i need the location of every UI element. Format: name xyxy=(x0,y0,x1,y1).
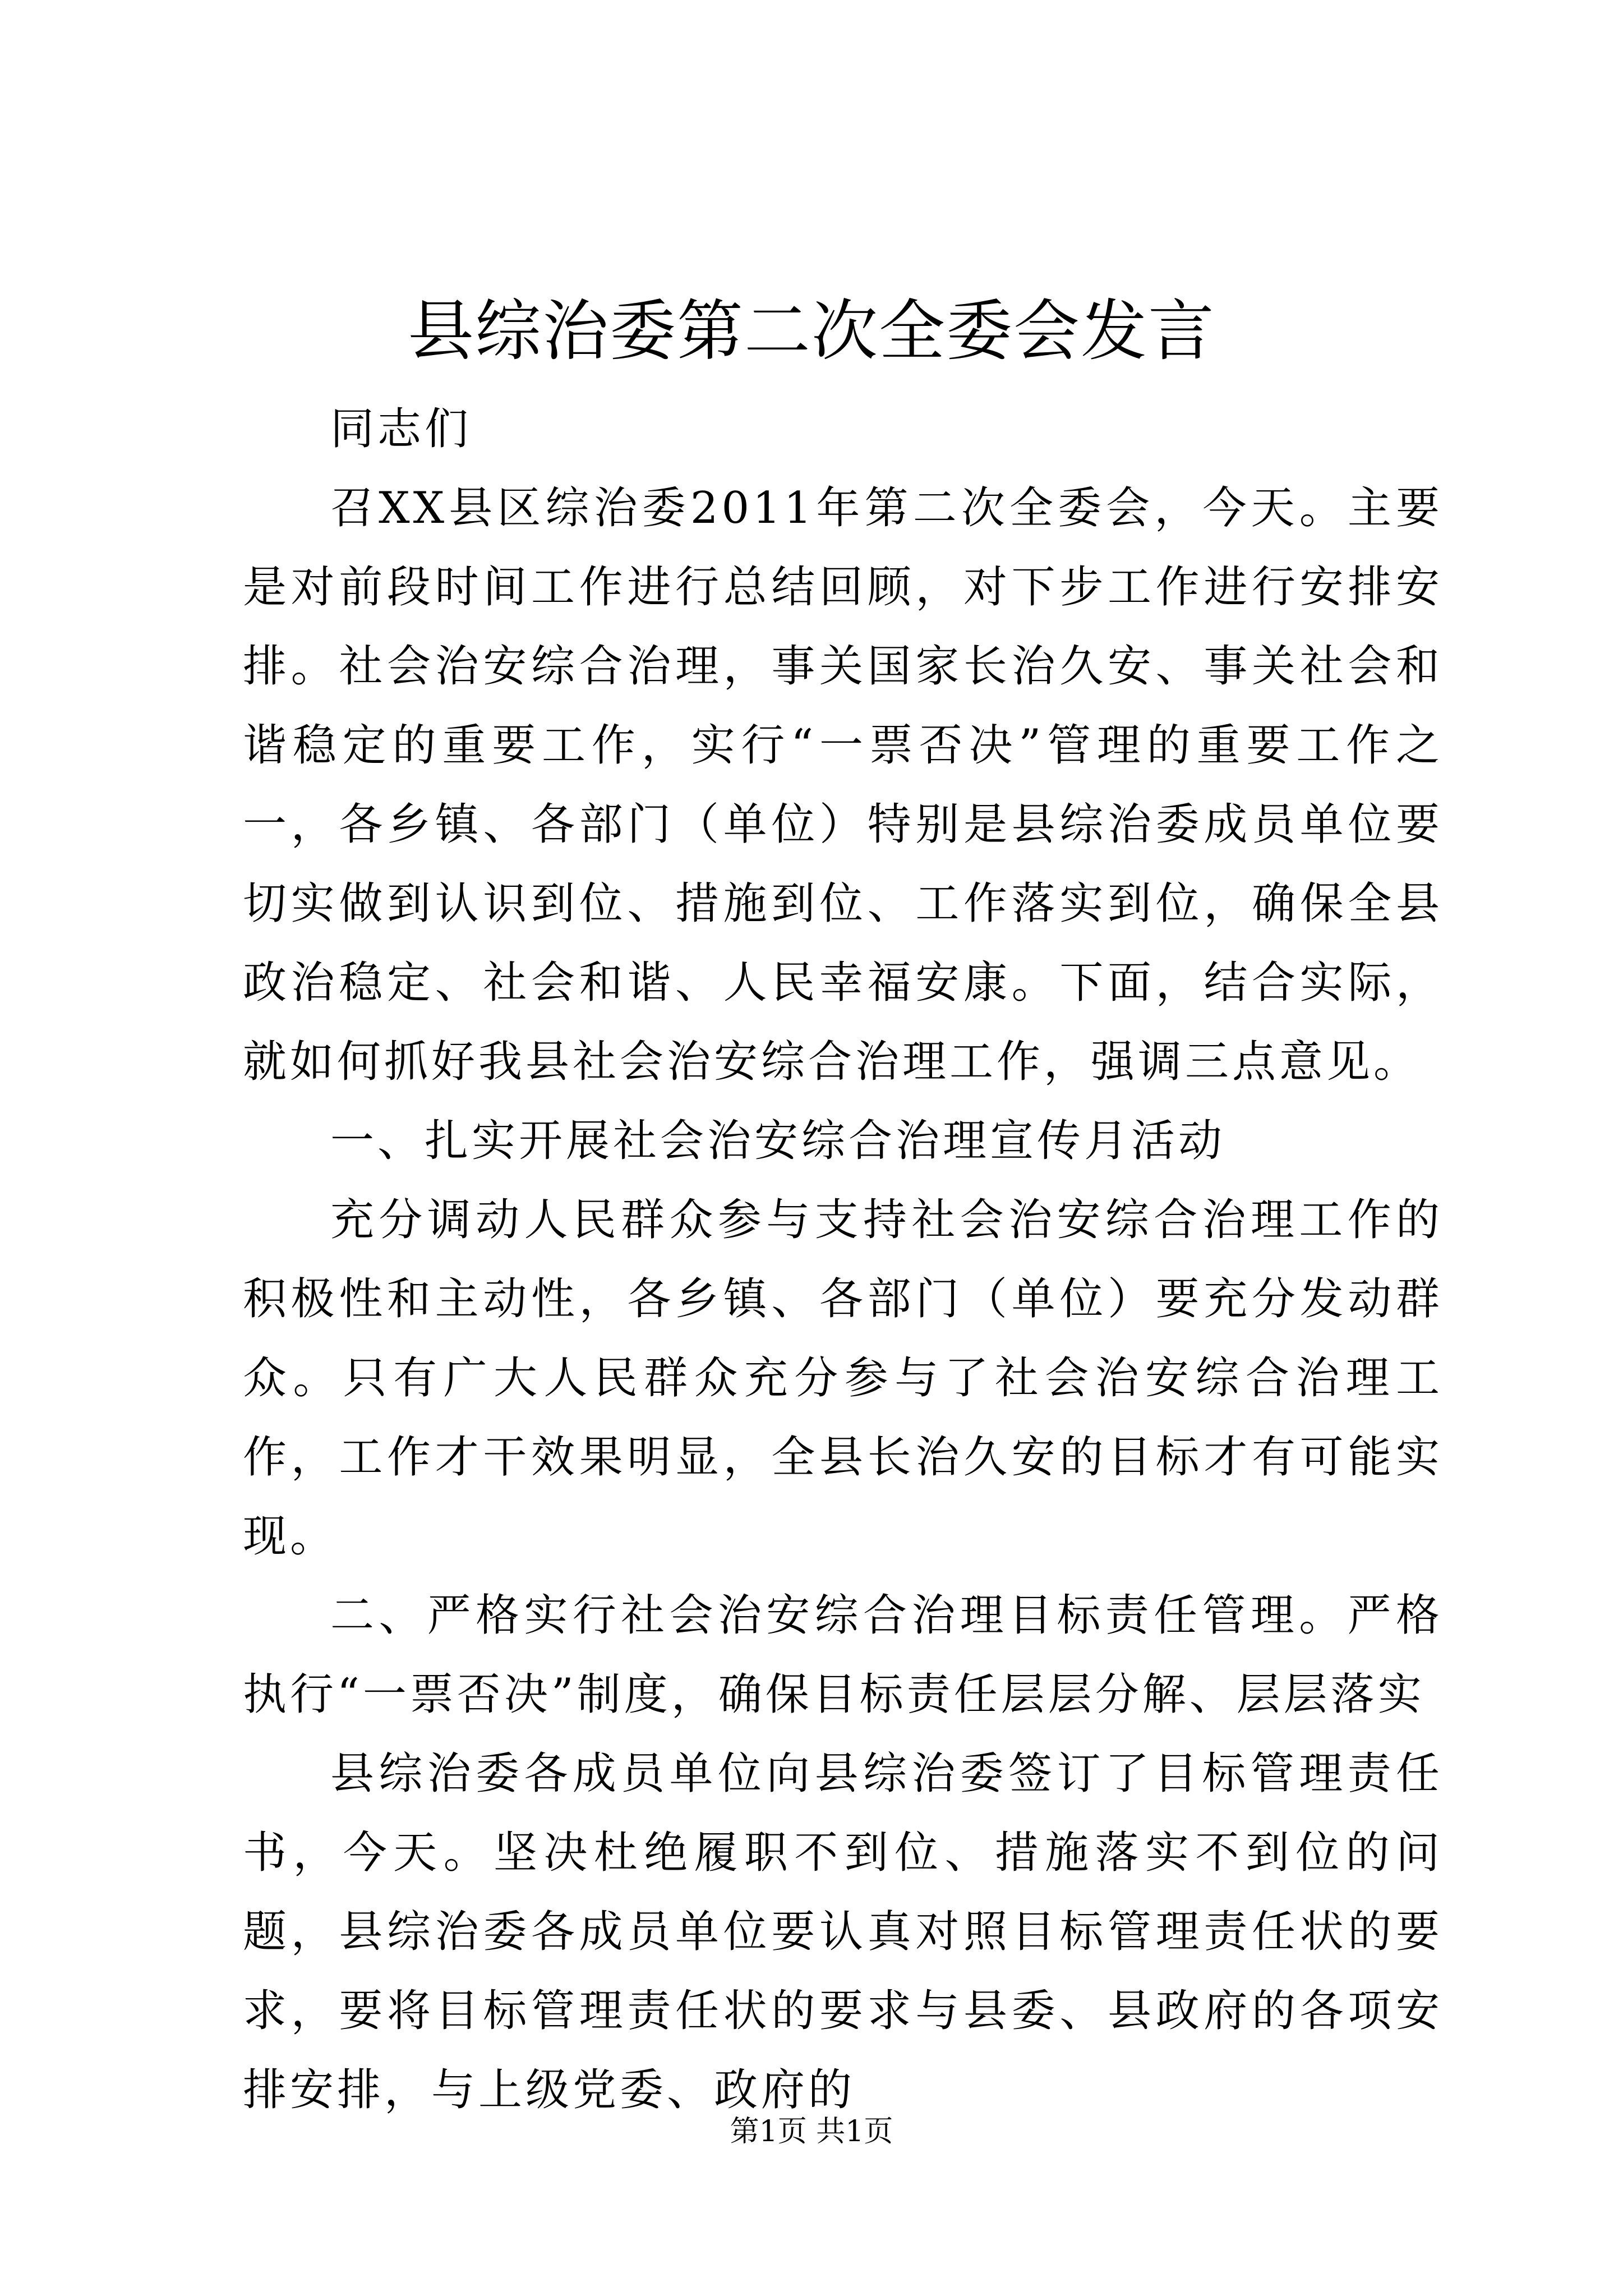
document-title: 县综治委第二次全委会发言 xyxy=(407,292,1215,370)
salutation: 同志们 xyxy=(330,404,472,454)
paragraph-intro: 召XX县区综治委2011年第二次全委会，今天。主要是对前段时间工作进行总结回顾，对下步工作进行安排安排。社会治安综合治理，事关国家长治久安、事关社会和谐稳定的重要工作，实行“一票否决”管理的重要工作之一，各乡镇、各部门（单位）特别是县综治委成员单位要切实做到认识到位、措施到位、工作落实到位，确保全县政治稳定、社会和谐、人民幸福安康。下面，结合实际，就如何抓好我县社会治安综合治理工作，强调三点意见。 xyxy=(243,483,1443,1087)
section-heading-2: 二、严格实行社会治安综合治理目标责任管理。严格执行“一票否决”制度，确保目标责任层层分解、层层落实 xyxy=(243,1590,1443,1720)
document-body xyxy=(243,390,1443,2130)
page-footer: 第1页 共1页 xyxy=(730,2115,893,2148)
paragraph-section-2: 县综治委各成员单位向县综治委签订了目标管理责任书，今天。坚决杜绝履职不到位、措施落实不到位的问题，县综治委各成员单位要认真对照目标管理责任状的要求，要将目标管理责任状的要求与县委、县政府的各项安排安排，与上级党委、政府的 xyxy=(243,1749,1443,2115)
paragraph-section-1: 充分调动人民群众参与支持社会治安综合治理工作的积极性和主动性，各乡镇、各部门（单位）要充分发动群众。只有广大人民群众充分参与了社会治安综合治理工作，工作才干效果明显，全县长治久安的目标才有可能实现。 xyxy=(243,1195,1443,1562)
section-heading-1: 一、扎实开展社会治安综合治理宣传月活动 xyxy=(330,1116,1226,1166)
